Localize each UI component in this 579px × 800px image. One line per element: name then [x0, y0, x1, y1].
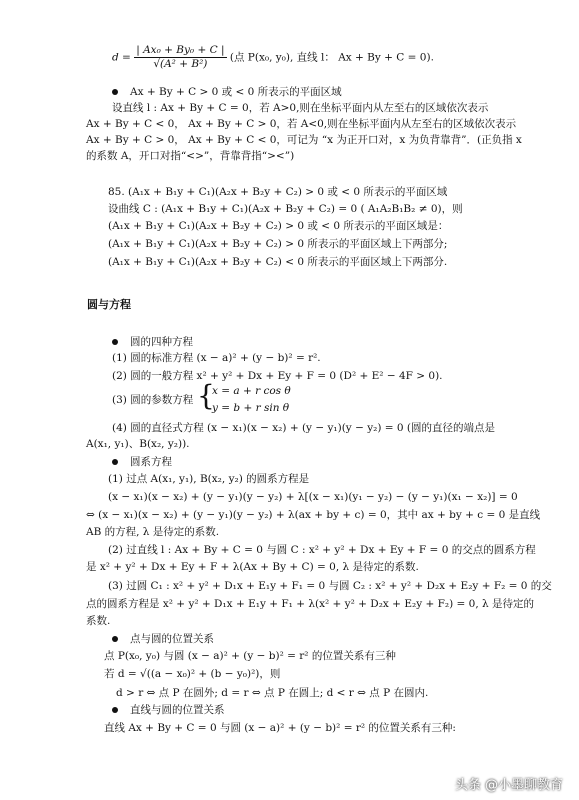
bullet-icon — [112, 707, 118, 713]
parametric-label: (3) 圆的参数方程 — [112, 394, 194, 406]
s85-line-2: (A₁x + B₁y + C₁)(A₂x + B₂y + C₂) > 0 或 < 0 所表示的平面区域是： — [108, 220, 449, 232]
system-a-1: (1) 过点 A(x₁, y₁), B(x₂, y₂) 的圆系方程是 — [108, 473, 310, 485]
point-circle-line-1: 点 P(x₀, y₀) 与圆 (x − a)² + (y − b)² = r² 的位置关系有三种 — [104, 650, 396, 662]
system-b-1: (2) 过直线 l : Ax + By + C = 0 与圆 C : x² + y² + Dx + Ey + F = 0 的交点的圆系方程 — [108, 544, 536, 556]
s85-line-1: 设曲线 C : (A₁x + B₁y + C₁)(A₂x + B₂y + C₂) = 0 ( A₁A₂B₁B₂ ≠ 0)，则 — [108, 203, 463, 215]
brace-icon: { — [197, 379, 215, 412]
diameter-equation: (4) 圆的直径式方程 (x − x₁)(x − x₂) + (y − y₁)(y − y₂) = 0 (圆的直径的端点是 — [112, 422, 496, 434]
system-b-2: 是 x² + y² + Dx + Ey + F + λ(Ax + By + C) = 0, λ 是待定的系数. — [86, 561, 419, 573]
section-84-title: Ax + By + C > 0 或 < 0 所表示的平面区域 — [112, 86, 342, 99]
system-c-1: (3) 过圆 C₁ : x² + y² + D₁x + E₁y + F₁ = 0 与圆 C₂ : x² + y² + D₂x + E₂y + F₂ = 0 的交 — [108, 580, 552, 592]
bullet-icon — [112, 339, 118, 345]
line-circle-title: 直线与圆的位置关系 — [112, 704, 225, 717]
system-title: 圆系方程 — [112, 456, 172, 469]
four-eq-title: 圆的四种方程 — [112, 336, 193, 349]
watermark: 头条 @小墨聊教育 — [454, 777, 563, 793]
point-circle-line-3: d > r ⇔ 点 P 在圆外; d = r ⇔ 点 P 在圆上; d < r ⇔ 点 P 在圆内. — [116, 687, 429, 699]
param-eq-x: x = a + r cos θ — [212, 385, 291, 397]
system-c-2: 点的圆系方程是 x² + y² + D₁x + E₁y + F₁ + λ(x² + y² + D₂x + E₂y + F₂) = 0, λ 是待定的 — [86, 598, 535, 610]
system-a-4: AB 的方程, λ 是待定的系数. — [86, 526, 220, 538]
system-c-3: 系数. — [86, 615, 111, 627]
section-heading: 圆与方程 — [87, 298, 131, 311]
system-a-3: ⇔ (x − x₁)(x − x₂) + (y − y₁)(y − y₂) + λ(ax + by + c) = 0，其中 ax + by + c = 0 是直线 — [86, 509, 541, 521]
s85-line-3: (A₁x + B₁y + C₁)(A₂x + B₂y + C₂) > 0 所表示的平面区域上下两部分; — [108, 238, 448, 250]
s84-line-1: 设直线 l : Ax + By + C = 0，若 A>0,则在坐标平面内从左至右的区域依次表示 — [112, 102, 489, 114]
system-a-2: (x − x₁)(x − x₂) + (y − y₁)(y − y₂) + λ[(x − x₁)(y₁ − y₂) − (y − y₁)(x₁ − x₂)] = 0 — [108, 491, 518, 503]
general-equation: (2) 圆的一般方程 x² + y² + Dx + Ey + F = 0 (D² + E² − 4F > 0). — [112, 370, 443, 382]
diameter-endpoints: A(x₁, y₁)、B(x₂, y₂)). — [86, 438, 190, 450]
distance-formula: d = $\frac{\text{| Ax₀ + By₀ + C |}}{\text{√(A² + B²)}}$ (点 P(x₀, y₀), 直线 l： Ax + By + C = 0). — [112, 44, 434, 71]
bullet-icon — [112, 459, 118, 465]
param-eq-y: y = b + r sin θ — [212, 402, 290, 414]
distance-fraction: $\frac{\text{| Ax₀ + By₀ + C |}}{\text{√(A² + B²)}}$ — [136, 44, 225, 71]
s85-title: 85. (A₁x + B₁y + C₁)(A₂x + B₂y + C₂) > 0 或 < 0 所表示的平面区域 — [108, 186, 448, 198]
s85-line-4: (A₁x + B₁y + C₁)(A₂x + B₂y + C₂) < 0 所表示的平面区域上下两部分. — [108, 256, 448, 268]
s84-line-2: Ax + By + C < 0， Ax + By + C > 0，若 A<0,则在坐标平面内从左至右的区域依次表示 — [86, 118, 517, 130]
bullet-icon — [112, 89, 118, 95]
s84-line-4: 的系数 A，开口对指“<>”，背靠背指“><”) — [86, 150, 295, 162]
standard-equation: (1) 圆的标准方程 (x − a)² + (y − b)² = r². — [112, 352, 321, 364]
point-circle-line-2: 若 d = √((a − x₀)² + (b − y₀)²)，则 — [104, 668, 281, 680]
bullet-icon — [112, 636, 118, 642]
s84-line-3: Ax + By + C > 0， Ax + By + C < 0，可记为 “x 为正开口对，x 为负背靠背”．(正负指 x — [86, 134, 522, 146]
point-circle-title: 点与圆的位置关系 — [112, 633, 214, 646]
line-circle-line-1: 直线 Ax + By + C = 0 与圆 (x − a)² + (y − b)² = r² 的位置关系有三种: — [104, 722, 456, 734]
